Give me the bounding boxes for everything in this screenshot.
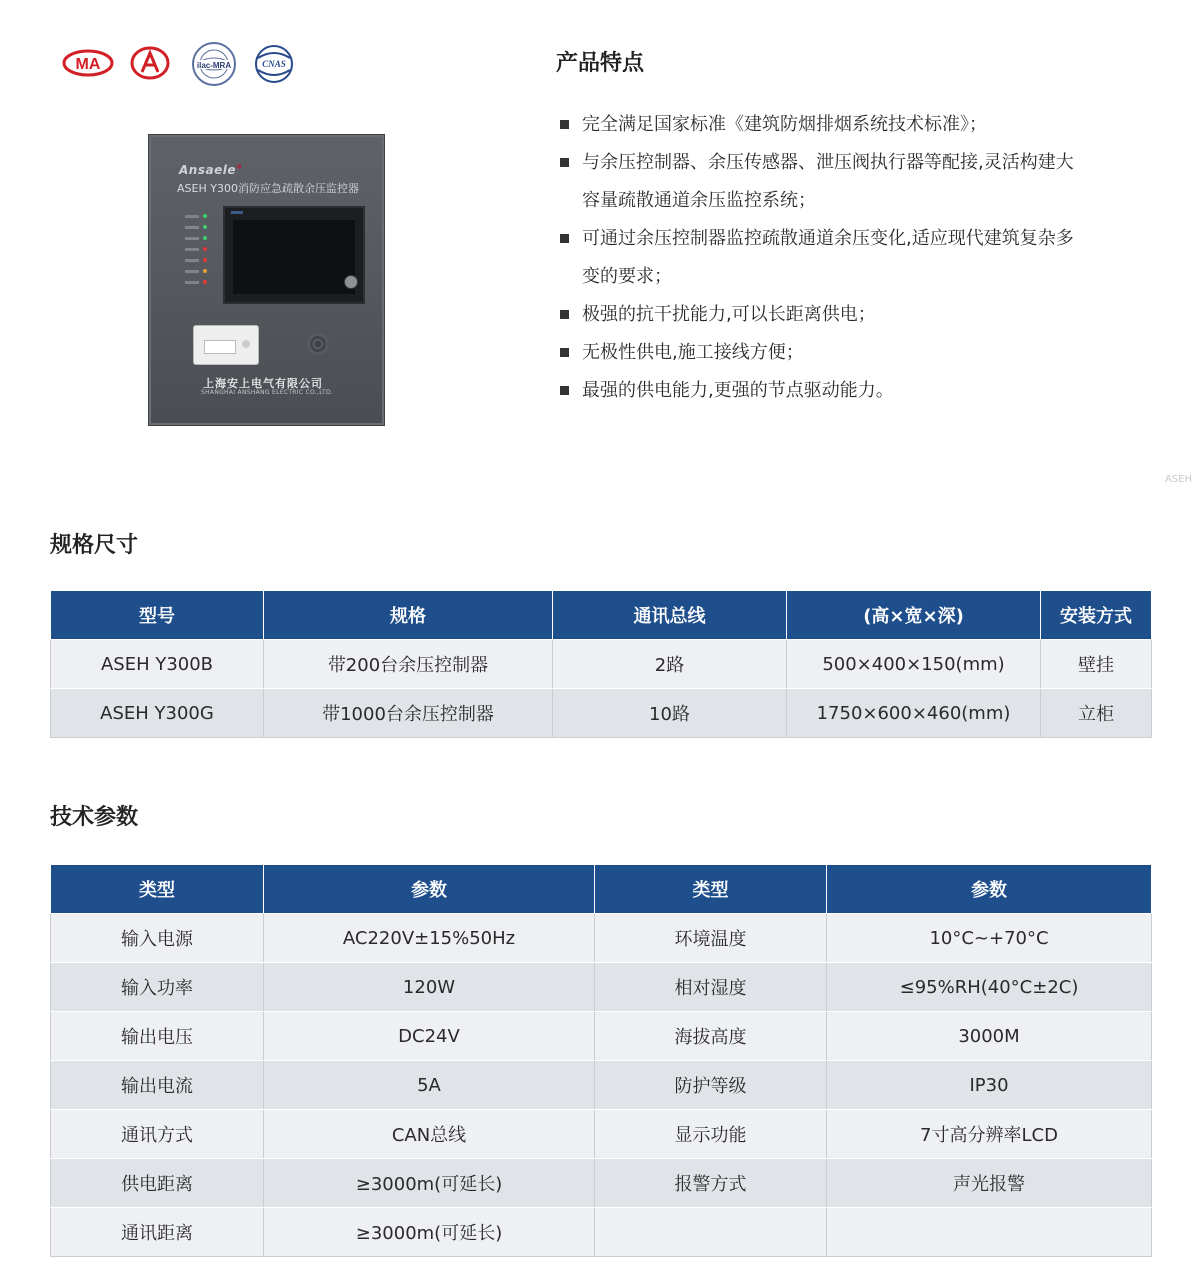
table-cell: 海拔高度 [595, 1012, 827, 1061]
table-header-row [51, 865, 1152, 914]
product-image [148, 134, 385, 426]
column-header: 类型 [51, 865, 264, 914]
table-cell: 输出电流 [51, 1061, 264, 1110]
column-header: 安装方式 [1041, 591, 1152, 640]
device-lcd-screen [223, 206, 365, 304]
column-header: 类型 [595, 865, 827, 914]
table-cell: 显示功能 [595, 1110, 827, 1159]
table-cell: 3000M [827, 1012, 1152, 1061]
table-cell: 10路 [553, 689, 787, 738]
table-cell [595, 1208, 827, 1257]
specs-table [50, 590, 1152, 738]
table-cell: 声光报警 [827, 1159, 1152, 1208]
device-company-cn: 上海安上电气有限公司 [203, 377, 323, 390]
table-cell: 相对湿度 [595, 963, 827, 1012]
table-row [51, 963, 1152, 1012]
device-printer [193, 325, 259, 365]
table-row [51, 1012, 1152, 1061]
table-cell: 输入功率 [51, 963, 264, 1012]
params-title: 技术参数 [50, 805, 139, 830]
table-row [51, 640, 1152, 689]
table-row [51, 1159, 1152, 1208]
table-cell: 5A [264, 1061, 595, 1110]
table-cell: IP30 [827, 1061, 1152, 1110]
ilac-mra-logo [190, 40, 238, 88]
table-cell: 120W [264, 963, 595, 1012]
table-cell: 环境温度 [595, 914, 827, 963]
table-cell: ≤95%RH(40°C±2C) [827, 963, 1152, 1012]
column-header: (高×宽×深) [787, 591, 1041, 640]
table-cell: 通讯方式 [51, 1110, 264, 1159]
device-lock-icon [344, 275, 358, 289]
cnas-logo [252, 44, 296, 84]
certification-logos [62, 40, 302, 88]
device-company-en: SHANGHAI ANSHANG ELECTRIC CO.,LTD. [201, 389, 334, 396]
table-cell: 输入电源 [51, 914, 264, 963]
feature-item: 完全满足国家标准《建筑防烟排烟系统技术标准》； [560, 106, 1100, 144]
params-table [50, 864, 1152, 1257]
feature-item: 无极性供电,施工接线方便； [560, 334, 1100, 372]
column-header: 型号 [51, 591, 264, 640]
svg-text:CNAS: CNAS [262, 59, 286, 69]
table-cell: 2路 [553, 640, 787, 689]
device-speaker-icon [307, 333, 329, 355]
table-cell: ≥3000m(可延长) [264, 1208, 595, 1257]
table-cell: 报警方式 [595, 1159, 827, 1208]
table-cell: DC24V [264, 1012, 595, 1061]
feature-item: 最强的供电能力,更强的节点驱动能力。 [560, 372, 1100, 410]
device-brand: Ansaele° [179, 163, 243, 177]
table-cell: 带200台余压控制器 [264, 640, 553, 689]
table-cell: 1750×600×460(mm) [787, 689, 1041, 738]
table-row [51, 1061, 1152, 1110]
column-header: 参数 [827, 865, 1152, 914]
table-cell: 10°C~+70°C [827, 914, 1152, 963]
device-model-label: ASEH Y300消防应急疏散余压监控器 [177, 182, 359, 195]
column-header: 参数 [264, 865, 595, 914]
table-row [51, 914, 1152, 963]
cal-logo [130, 46, 170, 80]
table-cell: 500×400×150(mm) [787, 640, 1041, 689]
table-cell: 输出电压 [51, 1012, 264, 1061]
table-cell: AC220V±15%50Hz [264, 914, 595, 963]
svg-text:ilac-MRA: ilac-MRA [196, 61, 232, 70]
svg-text:MA: MA [75, 56, 101, 73]
features-list [560, 106, 1100, 410]
cma-logo [62, 48, 114, 78]
column-header: 通讯总线 [553, 591, 787, 640]
feature-item: 与余压控制器、余压传感器、泄压阀执行器等配接,灵活构建大容量疏散通道余压监控系统； [560, 144, 1082, 220]
table-cell: 带1000台余压控制器 [264, 689, 553, 738]
watermark-text: ASEH [1164, 474, 1192, 485]
specs-title: 规格尺寸 [50, 533, 139, 558]
table-cell: 壁挂 [1041, 640, 1152, 689]
table-cell: 供电距离 [51, 1159, 264, 1208]
table-cell: 防护等级 [595, 1061, 827, 1110]
table-cell: 立柜 [1041, 689, 1152, 738]
table-row [51, 689, 1152, 738]
device-indicator-leds [185, 211, 213, 288]
table-cell: ASEH Y300B [51, 640, 264, 689]
table-cell: 7寸高分辨率LCD [827, 1110, 1152, 1159]
table-cell [827, 1208, 1152, 1257]
table-row [51, 1208, 1152, 1257]
table-cell: CAN总线 [264, 1110, 595, 1159]
table-cell: 通讯距离 [51, 1208, 264, 1257]
table-cell: ASEH Y300G [51, 689, 264, 738]
features-title: 产品特点 [556, 51, 645, 76]
table-cell: ≥3000m(可延长) [264, 1159, 595, 1208]
table-row [51, 1110, 1152, 1159]
table-header-row [51, 591, 1152, 640]
feature-item: 可通过余压控制器监控疏散通道余压变化,适应现代建筑复杂多变的要求； [560, 220, 1082, 296]
feature-item: 极强的抗干扰能力,可以长距离供电； [560, 296, 1100, 334]
column-header: 规格 [264, 591, 553, 640]
